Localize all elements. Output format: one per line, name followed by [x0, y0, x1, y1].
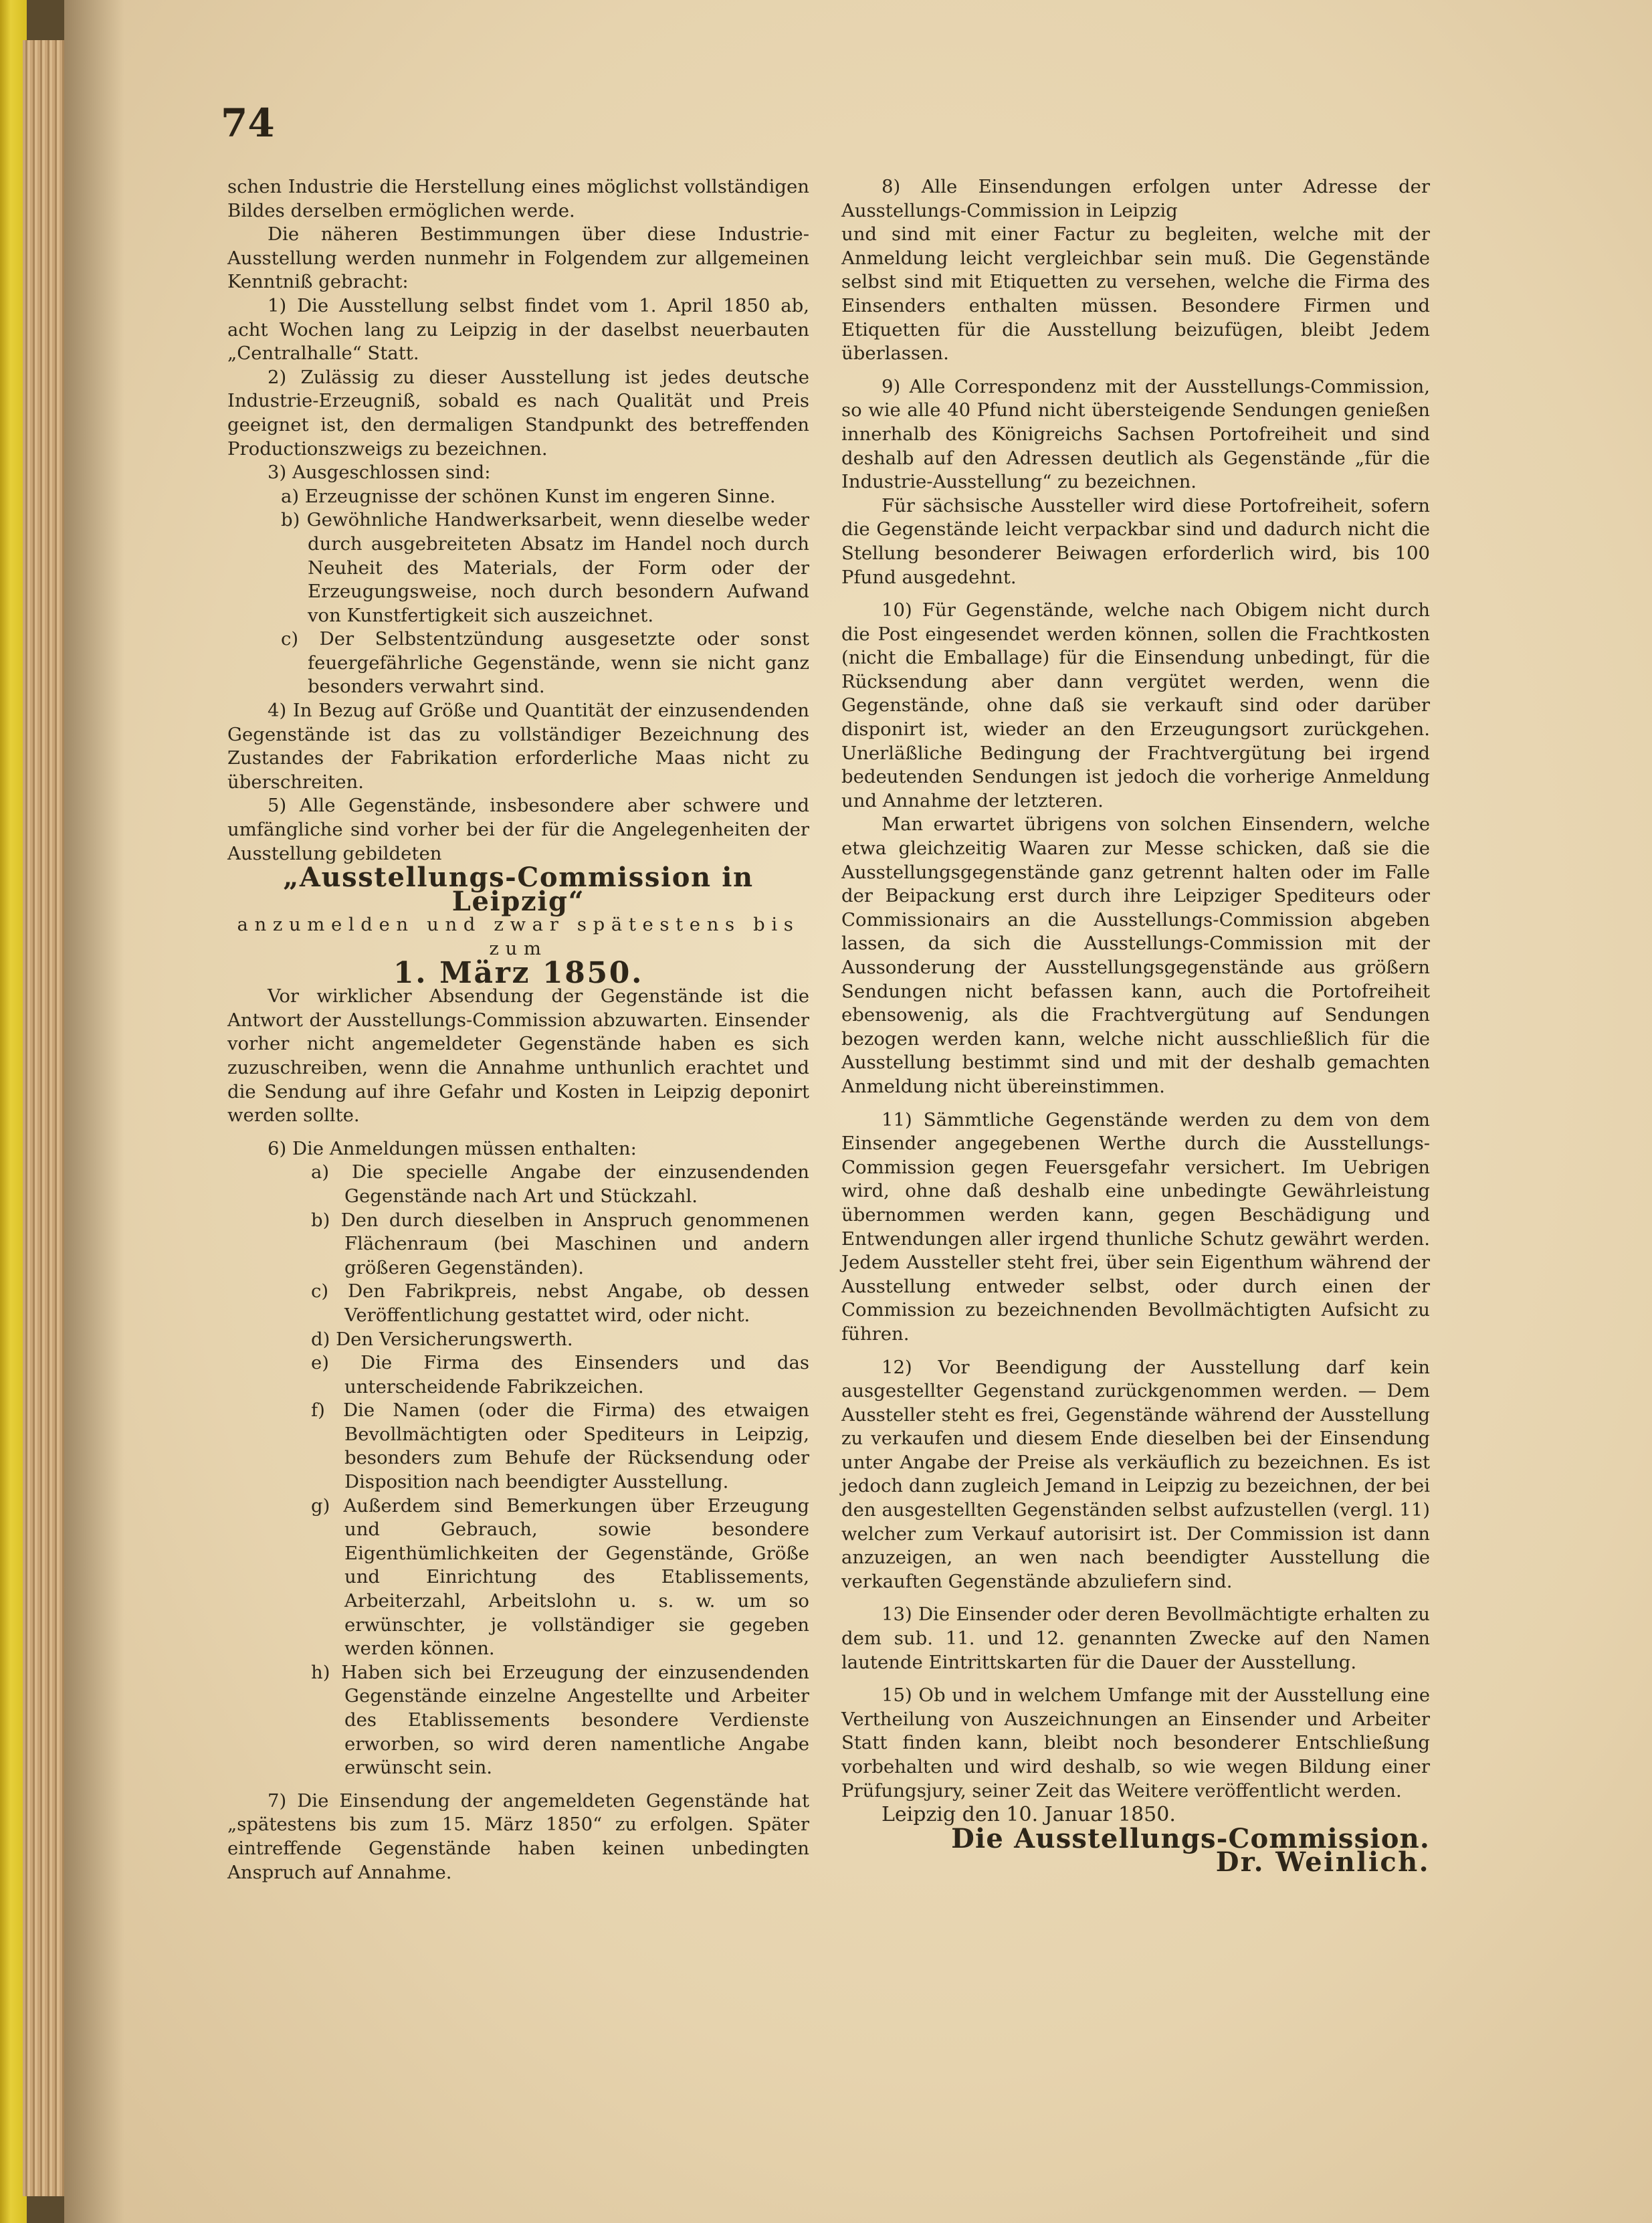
- list-item: b) Gewöhnliche Handwerksarbeit, wenn dieselbe weder durch ausgebreiteten Absatz im Handel noch durch Neuheit des Materials, der Form oder der Erzeugungsweise, noch durch besondern Aufwand von Kunstfertigkeit sich auszeichnet.: [281, 509, 809, 626]
- paragraph-8: 8) Alle Einsendungen erfolgen unter Adresse der Ausstellungs-Commission in Leipzig: [841, 176, 1430, 221]
- list-item: a) Erzeugnisse der schönen Kunst im engeren Sinne.: [281, 485, 776, 507]
- paragraph-4: 4) In Bezug auf Größe und Quantität der einzusendenden Gegenstände ist das zu vollständiger Bezeichnung des Zustandes der Fabrikation erforderliche Maas nicht zu überschreiten.: [227, 700, 809, 793]
- list-item: f) Die Namen (oder die Firma) des etwaigen Bevollmächtigten oder Spediteurs in Leipzig, besonders zum Behufe der Rücksendung oder Disposition nach beendigter Ausstellung.: [311, 1399, 809, 1493]
- deadline-date: 1. März 1850.: [393, 955, 644, 990]
- list-item: b) Den durch dieselben in Anspruch genommenen Flächenraum (bei Maschinen und andern größeren Gegenständen).: [311, 1209, 809, 1278]
- list-item: g) Außerdem sind Bemerkungen über Erzeugung und Gebrauch, sowie besondere Eigenthümlichkeiten der Gegenstände, Größe und Einrichtung des Etablissements, Arbeiterzahl, Arbeitslohn u. s. w. um so erwünschter, je vollständiger sie gegeben werden können.: [311, 1494, 809, 1660]
- list-item: c) Den Fabrikpreis, nebst Angabe, ob dessen Veröffentlichung gestattet wird, oder nicht.: [311, 1280, 809, 1326]
- paragraph-5: 5) Alle Gegenstände, insbesondere aber schwere und umfängliche sind vorher bei der für die Angelegenheiten der Ausstellung gebildeten: [227, 795, 809, 864]
- paragraph: Man erwartet übrigens von solchen Einsendern, welche etwa gleichzeitig Waaren zur Messe schicken, daß sie die Ausstellungsgegenstände ganz getrennt halten oder im Falle der Beipackung erst durch ihre Leipziger Spediteurs oder Commissionairs an die Ausstellungs-Commission abgeben lassen, da sich die Ausstellungs-Commission mit der Aussonderung der Ausstellungsgegenstände aus größern Sendungen nicht befassen kann, auch die Portofreiheit ebensowenig, als die Frachtvergütung auf Sendungen bezogen werden kann, welche nicht ausschließlich für die Ausstellung bestimmt sind und mit der deshalb gemachten Anmeldung nicht übereinstimmen.: [841, 813, 1430, 1097]
- paragraph: und sind mit einer Factur zu begleiten, welche mit der Anmeldung leicht vergleichbar sein muß. Die Gegenstände selbst sind mit Etiquetten zu versehen, welche die Firma des Einsenders enthalten müssen. Besondere Firmen und Etiquetten für die Ausstellung beizufügen, bleibt Jedem überlassen.: [841, 223, 1430, 365]
- paragraph-2: 2) Zulässig zu dieser Ausstellung ist jedes deutsche Industrie-Erzeugniß, sobald es nach Qualität und Preis geeignet ist, den dermaligen Standpunkt des betreffenden Productionszweigs zu bezeichnen.: [227, 366, 809, 460]
- paragraph-1: 1) Die Ausstellung selbst findet vom 1. April 1850 ab, acht Wochen lang zu Leipzig in der daselbst neuerbauten „Centralhalle“ Statt.: [227, 294, 809, 365]
- signature-organization: Die Ausstellungs-Commission.: [951, 1822, 1430, 1854]
- paragraph: anzumelden und zwar spätestens bis zum: [237, 914, 800, 959]
- paragraph-10: 10) Für Gegenstände, welche nach Obigem nicht durch die Post eingesendet werden können, sollen die Frachtkosten (nicht die Emballage) für die Einsendung unbedingt, für die Rücksendung aber dann vergütet werden, wenn die Gegenstände, ohne daß sie verkauft sind oder darüber disponirt ist, wieder an den Erzeugungsort zurückgehen. Unerläßliche Bedingung der Frachtvergütung bei irgend bedeutenden Sendungen ist jedoch die vorherige Anmeldung und Annahme der letzteren.: [841, 599, 1430, 811]
- list-item: e) Die Firma des Einsenders und das unterscheidende Fabrikzeichen.: [311, 1352, 809, 1397]
- list-item: a) Die specielle Angabe der einzusendenden Gegenstände nach Art und Stückzahl.: [311, 1161, 809, 1207]
- date-line: Leipzig den 10. Januar 1850.: [882, 1803, 1176, 1827]
- paragraph: Vor wirklicher Absendung der Gegenstände ist die Antwort der Ausstellungs-Commission abzuwarten. Einsender vorher nicht angemeldeter Gegenstände haben es sich zuzuschreiben, wenn die Annahme unthunlich erachtet und die Sendung auf ihre Gefahr und Kosten in Leipzig deponirt werden sollte.: [227, 985, 809, 1127]
- commission-heading: „Ausstellungs-Commission in Leipzig“: [283, 862, 754, 917]
- paragraph: Die näheren Bestimmungen über diese Industrie-Ausstellung werden nunmehr in Folgendem zur allgemeinen Kenntniß gebracht:: [227, 223, 809, 293]
- paragraph-3: 3) Ausgeschlossen sind:: [268, 462, 491, 484]
- paragraph: schen Industrie die Herstellung eines möglichst vollständigen Bildes derselben ermöglichen werde.: [227, 176, 809, 221]
- signature-name: Dr. Weinlich.: [1215, 1846, 1430, 1878]
- paragraph-11: 11) Sämmtliche Gegenstände werden zu dem von dem Einsender angegebenen Werthe durch die Ausstellungs-Commission gegen Feuersgefahr versichert. Im Uebrigen wird, ohne daß deshalb eine unbedingte Gewährleistung übernommen werden kann, gegen Beschädigung und Entwendungen aller irgend thunliche Schutz gewährt werden. Jedem Aussteller steht frei, über sein Eigenthum während der Ausstellung entweder selbst, oder durch einen der Commission zu bezeichnenden Bevollmächtigten Aufsicht zu führen.: [841, 1108, 1430, 1345]
- paragraph-15: 15) Ob und in welchem Umfange mit der Ausstellung eine Vertheilung von Auszeichnungen an Einsender und Arbeiter Statt finden kann, bleibt noch besonderer Entschließung vorbehalten und wird deshalb, so wie wegen Bildung einer Prüfungsjury, seiner Zeit das Weitere veröffentlicht werden.: [841, 1684, 1430, 1802]
- list-item: c) Der Selbstentzündung ausgesetzte oder sonst feuergefährliche Gegenstände, wenn sie nicht ganz besonders verwahrt sind.: [281, 628, 809, 698]
- left-column: [227, 175, 809, 1884]
- paragraph-7: 7) Die Einsendung der angemeldeten Gegenstände hat „spätestens bis zum 15. März 1850“ zu erfolgen. Später eintreffende Gegenstände haben keinen unbedingten Anspruch auf Annahme.: [227, 1790, 809, 1883]
- paragraph-9: 9) Alle Correspondenz mit der Ausstellungs-Commission, so wie alle 40 Pfund nicht übersteigende Sendungen genießen innerhalb des Königreichs Sachsen Portofreiheit und sind deshalb auf den Adressen deutlich als Gegenstände „für die Industrie-Ausstellung“ zu bezeichnen.: [841, 375, 1430, 493]
- paragraph-13: 13) Die Einsender oder deren Bevollmächtigte erhalten zu dem sub. 11. und 12. genannten Zwecke auf den Namen lautende Eintrittskarten für die Dauer der Ausstellung.: [841, 1604, 1430, 1673]
- page-number: 74: [221, 100, 275, 146]
- list-item: h) Haben sich bei Erzeugung der einzusendenden Gegenstände einzelne Angestellte und Arbeiter des Etablissements besondere Verdienste erworben, so wird deren namentliche Angabe erwünscht sein.: [311, 1661, 809, 1779]
- paragraph-6: 6) Die Anmeldungen müssen enthalten:: [268, 1137, 637, 1159]
- list-item: d) Den Versicherungswerth.: [311, 1328, 573, 1350]
- paragraph-12: 12) Vor Beendigung der Ausstellung darf kein ausgestellter Gegenstand zurückgenommen werden. — Dem Aussteller steht es frei, Gegenstände während der Ausstellung zu verkaufen und diesem Ende dieselben bei der Einsendung unter Angabe der Preise als verkäuflich zu bezeichnen. Es ist jedoch dann zugleich Jemand in Leipzig zu bezeichnen, der bei den ausgestellten Gegenständen selbst aufzustellen (vergl. 11) welcher zum Verkauf autorisirt ist. Der Commission ist dann anzuzeigen, an wen nach beendigter Ausstellung die verkauften Gegenstände abzuliefern sind.: [841, 1356, 1430, 1592]
- gutter-shadow: [64, 0, 124, 2223]
- paragraph: Für sächsische Aussteller wird diese Portofreiheit, sofern die Gegenstände leicht verpackbar sind und dadurch nicht die Stellung besonderer Beiwagen erforderlich wird, bis 100 Pfund ausgedehnt.: [841, 494, 1430, 588]
- right-column: [841, 175, 1430, 1878]
